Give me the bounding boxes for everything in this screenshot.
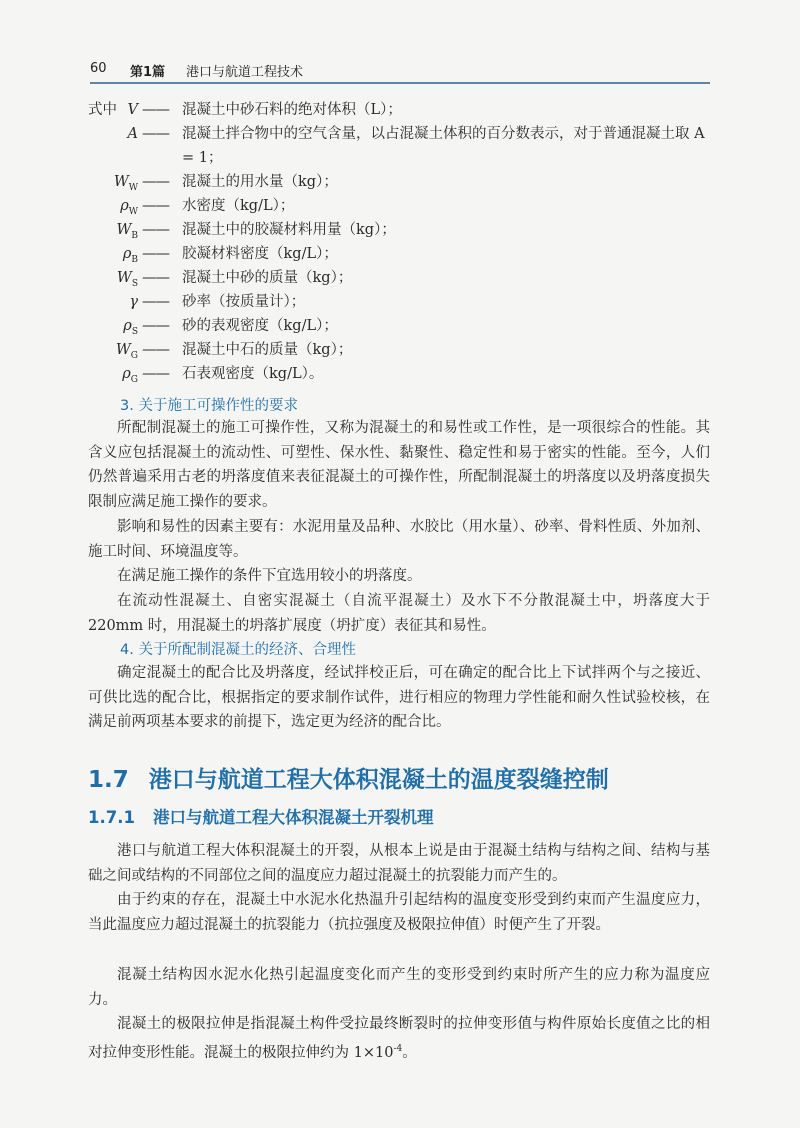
variable-row [88,218,708,242]
section-heading-4: 4. 关于所配制混凝土的经济、合理性 [120,642,356,658]
variable-symbol: V [127,102,138,118]
page-number: 60 [90,61,107,76]
paragraph-text: 混凝土的极限拉伸是指混凝土构件受拉最终断裂时的拉伸变形值与构件原始长度值之比的相对拉伸变形性能。混凝土的极限拉伸约为 1×10 [88,1016,710,1061]
variable-row [88,170,708,194]
dash: —— [142,342,169,358]
variable-symbol: γ [129,294,138,310]
dash: —— [142,198,169,214]
variable-description: 水密度（kg/L）； [182,198,295,214]
dash: —— [142,174,169,190]
variable-row [88,290,708,314]
variable-symbol: $W_G$ [115,342,138,361]
subsection-title-1-7-1 [88,804,433,828]
dash: —— [142,126,169,142]
dash: —— [142,318,169,334]
variable-row [88,98,708,122]
paragraph-end: 。 [402,1044,417,1061]
paragraph: 由于约束的存在，混凝土中水泥水化热温升引起结构的温度变形受到约束而产生温度应力，当此温度应力超过混凝土的抗裂能力（抗拉强度及极限拉伸值）时便产生了开裂。 [88,892,710,933]
variable-description: 砂率（按质量计）； [182,294,306,310]
formula-prefix: 式中 [88,102,117,118]
variable-description: 混凝土拌合物中的空气含量，以占混凝土体积的百分数表示，对于普通混凝土取 A = 1； [182,126,705,166]
section-heading-3: 3. 关于施工可操作性的要求 [120,398,298,414]
variable-row [88,314,708,338]
exponent: -4 [393,1043,403,1054]
variable-description: 混凝土中砂的质量（kg）； [182,270,353,286]
variable-row [88,362,708,386]
paragraph: 所配制混凝土的施工可操作性，又称为混凝土的和易性或工作性，是一项很综合的性能。其含义应包括混凝土的流动性、可塑性、保水性、黏聚性、稳定性和易于密实的性能。至今，人们仍然普遍采用古老的坍落度值来表征混凝土的可操作性，所配制混凝土的坍落度以及坍落度损失限制应满足施工操作的要求。 [88,420,710,510]
variable-row [88,338,708,362]
header-rule [90,82,710,84]
subsection-number: 1.7.1 [88,808,135,827]
variable-row [88,122,708,170]
paragraph: 港口与航道工程大体积混凝土的开裂，从根本上说是由于混凝土结构与结构之间、结构与基础之间或结构的不同部位之间的温度应力超过混凝土的抗裂能力而产生的。 [88,843,710,884]
chapter-label: 第1篇 [130,65,166,80]
variable-description: 混凝土的用水量（kg）； [182,174,338,190]
variable-symbol: $\rho_G$ [122,366,138,385]
dash: —— [142,246,169,262]
book-title: 港口与航道工程技术 [186,65,304,80]
variable-description: 混凝土中的胶凝材料用量（kg）； [182,222,396,238]
subsection-title-text: 港口与航道工程大体积混凝土开裂机理 [152,808,434,827]
variable-description: 胶凝材料密度（kg/L）； [182,246,338,262]
paragraph [88,1012,710,1065]
variable-symbol: $W_S$ [116,270,138,289]
variable-row [88,266,708,290]
section-title-text: 港口与航道工程大体积混凝土的温度裂缝控制 [148,767,609,793]
variable-symbol: $W_W$ [113,174,138,193]
paragraph: 影响和易性的因素主要有：水泥用量及品种、水胶比（用水量）、砂率、骨料性质、外加剂、施工时间、环境温度等。 [88,519,710,560]
variable-description: 砂的表观密度（kg/L）； [182,318,338,334]
paragraph: 确定混凝土的配合比及坍落度，经试拌校正后，可在确定的配合比上下试拌两个与之接近、可供比选的配合比，根据指定的要求制作试件，进行相应的物理力学性能和耐久性试验校核，在满足前两项基本要求的前提下，选定更为经济的配合比。 [88,665,710,730]
variable-definitions [88,98,708,386]
dash: —— [142,294,169,310]
variable-symbol: $\rho_S$ [123,318,138,337]
dash: —— [142,102,169,118]
dash: —— [142,270,169,286]
variable-description: 混凝土中石的质量（kg）； [182,342,353,358]
variable-symbol: A [127,126,138,142]
variable-description: 石表观密度（kg/L）。 [182,366,324,382]
paragraph: 混凝土结构因水泥水化热引起温度变化而产生的变形受到约束时所产生的应力称为温度应力。 [88,967,710,1008]
paragraph: 在满足施工操作的条件下宜选用较小的坍落度。 [117,568,422,584]
variable-description: 混凝土中砂石料的绝对体积（L）； [182,102,402,118]
dash: —— [142,366,169,382]
paragraph: 在流动性混凝土、自密实混凝土（自流平混凝土）及水下不分散混凝土中，坍落度大于 220mm 时，用混凝土的坍落扩展度（坍扩度）表征其和易性。 [88,593,710,634]
dash: —— [142,222,169,238]
variable-symbol: $W_B$ [116,222,138,241]
section-title-1-7 [88,761,609,794]
page-header [90,58,710,82]
variable-row [88,194,708,218]
variable-symbol: $\rho_B$ [122,246,138,265]
variable-symbol: $\rho_W$ [120,198,138,217]
section-number: 1.7 [88,767,129,793]
variable-row [88,242,708,266]
